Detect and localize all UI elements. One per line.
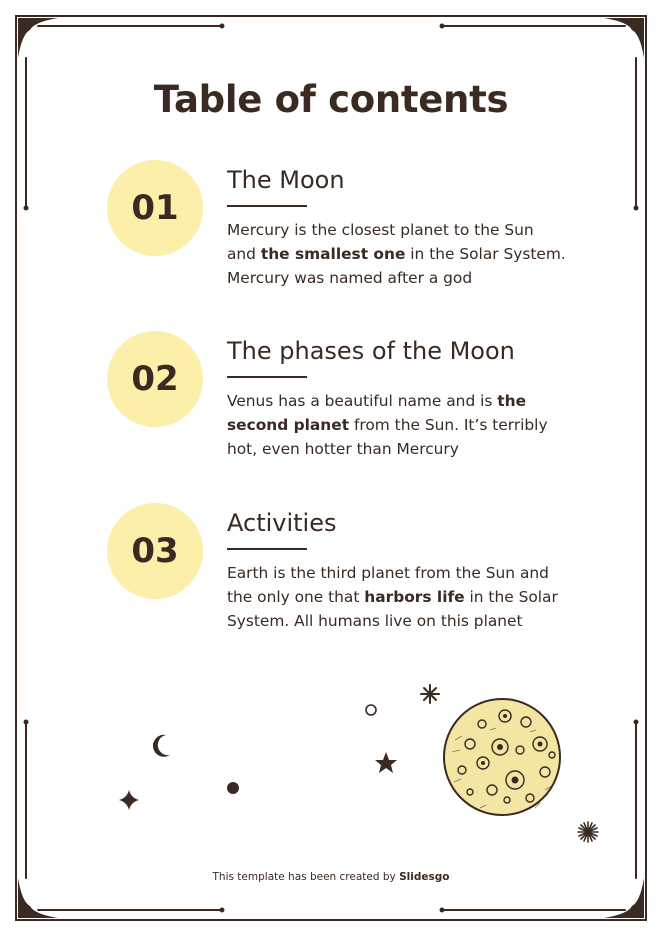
star-icon — [375, 752, 397, 773]
moon-illustration — [444, 699, 560, 815]
section-heading: The phases of the Moon — [227, 337, 515, 365]
section-number-badge: 03 — [107, 503, 203, 599]
section-description: Mercury is the closest planet to the Sun and the smallest one in the Solar System. Mercury was named after a god — [227, 221, 566, 287]
footer-credit-text: This template has been created by — [212, 871, 400, 883]
asterisk-icon — [421, 685, 439, 703]
page-title: Table of contents — [153, 78, 509, 121]
section-description: Earth is the third planet from the Sun and the only one that harbors life in the Solar System. All humans live on this planet — [227, 564, 558, 630]
section-number-badge: 02 — [107, 331, 203, 427]
footer-credit — [0, 871, 662, 883]
section-heading: Activities — [227, 509, 337, 537]
section-number-badge: 01 — [107, 160, 203, 256]
section-description: Venus has a beautiful name and is the second planet from the Sun. It’s terribly hot, even hotter than Mercury — [227, 392, 548, 458]
dot-icon — [227, 782, 239, 794]
toc-item-3[interactable] — [0, 503, 662, 643]
heading-underline — [227, 376, 307, 378]
burst-icon — [578, 822, 598, 842]
ring-icon — [366, 705, 376, 715]
heading-underline — [227, 205, 307, 207]
heading-underline — [227, 548, 307, 550]
section-heading: The Moon — [227, 166, 345, 194]
crescent-moon-icon — [153, 735, 170, 757]
footer-brand-link[interactable]: Slidesgo — [399, 871, 450, 883]
sparkle-icon — [119, 790, 139, 810]
toc-item-1[interactable] — [0, 160, 662, 300]
toc-item-2[interactable] — [0, 331, 662, 471]
